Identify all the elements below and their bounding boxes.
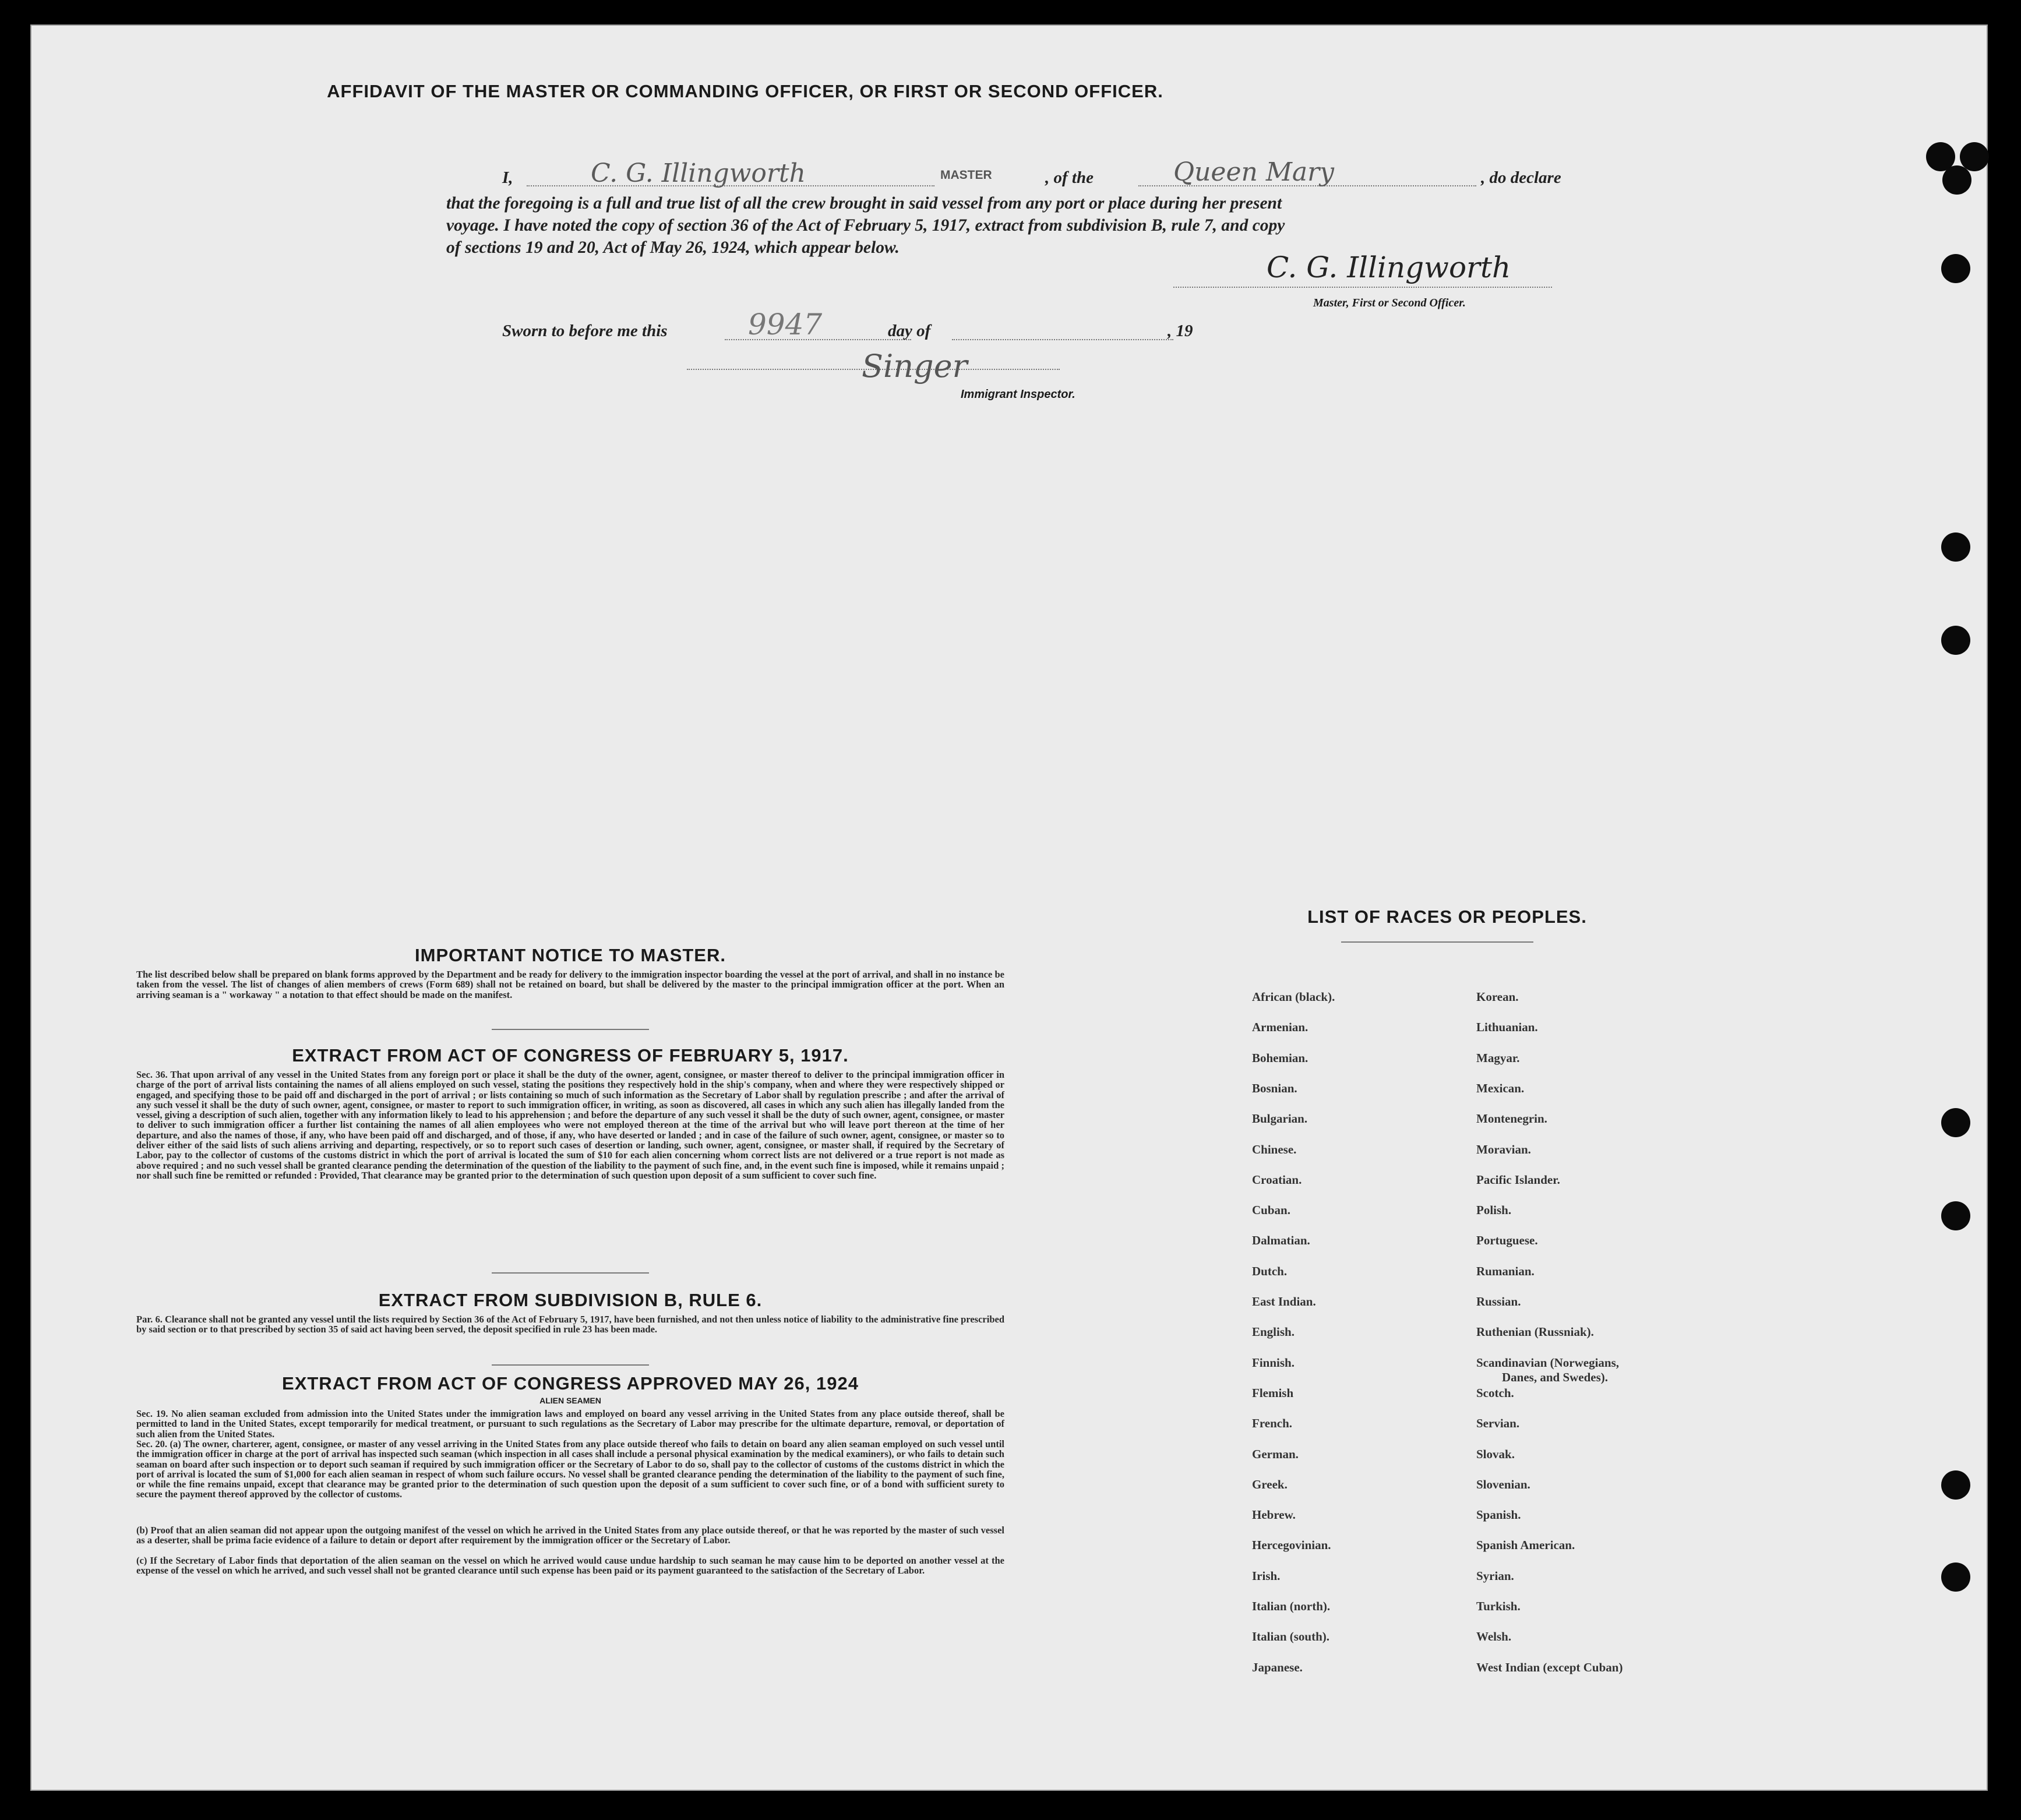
race-item: West Indian (except Cuban): [1476, 1660, 1623, 1674]
race-item: Lithuanian.: [1476, 1020, 1538, 1035]
races-title: LIST OF RACES OR PEOPLES.: [1307, 907, 1587, 927]
day-of-label: day of: [888, 322, 931, 340]
vessel-name-handwritten: Queen Mary: [1173, 157, 1334, 187]
race-item: Montenegrin.: [1476, 1112, 1547, 1126]
month-field: [952, 319, 1173, 340]
race-item: Rumanian.: [1476, 1264, 1535, 1278]
race-item: Italian (north).: [1252, 1599, 1331, 1613]
race-item: Pacific Islander.: [1476, 1172, 1560, 1187]
of-the-label: , of the: [1045, 168, 1094, 187]
affidavit-line-3: voyage. I have noted the copy of section 36 of the Act of February 5, 1917, extract from subdivision B, rule 7, and copy: [446, 216, 1285, 235]
race-item: Greek.: [1252, 1477, 1288, 1491]
punch-hole: [1941, 532, 1970, 562]
race-item: Chinese.: [1252, 1142, 1297, 1156]
race-item: Portuguese.: [1476, 1233, 1538, 1248]
race-item: Bohemian.: [1252, 1050, 1308, 1065]
punch-hole: [1942, 165, 1971, 195]
race-item: English.: [1252, 1325, 1295, 1339]
race-item: Magyar.: [1476, 1050, 1520, 1065]
race-item: Turkish.: [1476, 1599, 1521, 1613]
inspector-signature: Singer: [862, 348, 968, 385]
divider: [492, 1364, 649, 1366]
race-item-continuation: Danes, and Swedes).: [1502, 1370, 1609, 1384]
signer-caption: Master, First or Second Officer.: [1313, 297, 1466, 309]
race-item: Dutch.: [1252, 1264, 1288, 1278]
race-item: Finnish.: [1252, 1355, 1295, 1370]
i-label: I,: [502, 168, 513, 187]
race-item: Servian.: [1476, 1416, 1520, 1431]
race-item: East Indian.: [1252, 1295, 1316, 1308]
race-item: African (black).: [1252, 990, 1335, 1004]
punch-hole: [1941, 626, 1970, 655]
extract-rule6-body: Par. 6. Clearance shall not be granted any vessel until the lists required by Section 36 of the Act of February 5, 1917, have been furnished, and not then unless notice of liability to the administrative fine prescribed by said section or to that prescribed by section 35 of said act having been served, the deposit specified in rule 23 has been made.: [136, 1314, 1004, 1335]
race-item: Polish.: [1476, 1203, 1512, 1218]
extract-1924-title: EXTRACT FROM ACT OF CONGRESS APPROVED MAY 26, 1924: [282, 1373, 859, 1394]
race-item: Flemish: [1252, 1385, 1294, 1400]
affidavit-line-2: that the foregoing is a full and true list of all the crew brought in said vessel from any port or place during her present: [446, 194, 1282, 213]
punch-hole: [1941, 254, 1970, 283]
race-item: Scotch.: [1476, 1385, 1514, 1400]
sec-19-text: Sec. 19. No alien seaman excluded from admission into the United States under the immigration laws and employed on board any vessel arriving in the United States from any place outside thereof, shall be permitted to land in the United States, except temporarily for medical treatment, or pursuant to such regulations as the Secretary of Labor may prescribe for the ultimate departure, removal, or deportation of such alien from the United States.: [136, 1408, 1004, 1440]
race-item: Syrian.: [1476, 1568, 1514, 1583]
extract-1917-body: Sec. 36. That upon arrival of any vessel in the United States from any foreign port or place it shall be the duty of the owner, agent, consignee, or master thereof to deliver to the principal immigration officer in charge of the port of arrival lists containing the names of all aliens employed on such vessel, stating the positions they respectively hold in the ship's company, when and where they were respectively shipped or engaged, and specifying those to be paid off and discharged in the port of arrival ; or lists containing so much of such information as the Secretary of Labor shall by regulation prescribe ; and after the arrival of any such vessel it shall be the duty of such owner, agent, consignee, or master to report to such immigration officer, in writing, as soon as discovered, all cases in which any such alien has illegally landed from the vessel, giving a description of such alien, together with any information likely to lead to his apprehension ; and before the departure of any such vessel it shall be the duty of such owner, agent, consignee, or master to deliver to such immigration officer a further list containing the names of all alien employees who were not employed thereon at the time of the arrival but who will leave port thereon at the time of her departure, and also the names of those, if any, who have been paid off and discharged, and of those, if any, who have deserted or landed ; and in case of the failure of such owner, agent, consignee, or master so to deliver either of the said lists of such aliens arriving and departing, respectively, or so to report such cases of desertion or landing, such owner, agent, consignee, or master shall, if required by the Secretary of Labor, pay to the collector of customs of the customs district in which the port of arrival is located the sum of $10 for each alien concerning whom correct lists are not delivered or a true report is not made as above required ; and no such vessel shall be granted clearance pending the determination of the question of the liability to the payment of such fine, and, in the event such fine is imposed, while it remains unpaid ; nor shall such fine be remitted or refunded : Provided, That clearance may be granted prior to the determination of such question upon deposit of a sum sufficient to cover such fine.: [136, 1069, 1004, 1181]
race-item: Ruthenian (Russniak).: [1476, 1325, 1594, 1339]
race-item: Armenian.: [1252, 1020, 1308, 1035]
divider: [492, 1029, 649, 1030]
notice-title: IMPORTANT NOTICE TO MASTER.: [415, 945, 726, 965]
affidavit-title: AFFIDAVIT OF THE MASTER OR COMMANDING OFFICER, OR FIRST OR SECOND OFFICER.: [327, 81, 1163, 101]
race-item: Korean.: [1476, 990, 1519, 1004]
master-name-handwritten: C. G. Illingworth: [591, 158, 806, 188]
race-item: Hebrew.: [1252, 1508, 1296, 1522]
divider: [492, 1272, 649, 1274]
race-item: German.: [1252, 1447, 1299, 1461]
race-item: Japanese.: [1252, 1660, 1303, 1674]
race-item: Croatian.: [1252, 1172, 1302, 1187]
race-item: Russian.: [1476, 1295, 1521, 1308]
race-item: Mexican.: [1476, 1081, 1525, 1095]
do-declare-label: , do declare: [1481, 168, 1561, 187]
punch-hole: [1941, 1562, 1970, 1592]
year-label: , 19: [1168, 322, 1193, 340]
affidavit-line-4: of sections 19 and 20, Act of May 26, 1924, which appear below.: [446, 238, 900, 257]
punch-hole: [1941, 1201, 1970, 1230]
punch-hole: [1941, 1470, 1970, 1500]
inspector-caption: Immigrant Inspector.: [961, 388, 1075, 401]
signature-line: [1173, 251, 1552, 288]
manifest-page: [30, 24, 1988, 1791]
divider: [1341, 941, 1533, 943]
race-item: Slovak.: [1476, 1447, 1515, 1461]
race-item: Moravian.: [1476, 1142, 1531, 1156]
extract-1917-title: EXTRACT FROM ACT OF CONGRESS OF FEBRUARY 5, 1917.: [292, 1045, 849, 1066]
sec-20c-text: (c) If the Secretary of Labor finds that deportation of the alien seaman on the vessel on which he arrived would cause undue hardship to such seaman he may cause him to be deported on another vessel at the expense of the vessel on which he arrived, and such vessel shall not be granted clearance until such expense has been paid or its payment guaranteed to the satisfaction of the Secretary of Labor.: [136, 1555, 1004, 1576]
notice-body: The list described below shall be prepared on blank forms approved by the Department and be ready for delivery to the immigration inspector boarding the vessel at the port of arrival, and shall in no instance be taken from the vessel. The list of changes of alien members of crews (Form 689) shall not be retained on board, but shall be delivered by the master to the principal immigration officer at the port. When an arriving seaman is a " workaway " a notation to that effect should be made on the manifest.: [136, 969, 1004, 1000]
inspector-signature-line: [687, 348, 1060, 385]
race-item: Dalmatian.: [1252, 1233, 1310, 1248]
race-item: Scandinavian (Norwegians, Danes, and Swedes).: [1476, 1355, 1620, 1384]
race-item: French.: [1252, 1416, 1293, 1431]
race-item: Italian (south).: [1252, 1629, 1330, 1644]
race-item: Welsh.: [1476, 1629, 1512, 1644]
master-signature: C. G. Illingworth: [1267, 251, 1511, 284]
extract-1924-subtitle: ALIEN SEAMEN: [539, 1396, 601, 1405]
race-item: Slovenian.: [1476, 1477, 1530, 1491]
race-item: Hercegovinian.: [1252, 1538, 1331, 1553]
rank-stamp: MASTER: [940, 168, 992, 182]
race-item: Bulgarian.: [1252, 1112, 1308, 1126]
sworn-day-field: [725, 308, 911, 341]
race-item: Irish.: [1252, 1568, 1281, 1583]
extract-rule6-title: EXTRACT FROM SUBDIVISION B, RULE 6.: [378, 1290, 763, 1310]
race-item: Bosnian.: [1252, 1081, 1297, 1095]
sworn-label: Sworn to before me this: [502, 322, 668, 340]
sec-20a-text: Sec. 20. (a) The owner, charterer, agent, consignee, or master of any vessel arriving in the United States from any place outside thereof who fails to detain on board any alien seaman employed on such vessel until the immigration officer in charge at the port of arrival has inspected such seaman (which inspection in all cases shall include a personal physical examination by the medical examiners), or who fails to detain such seaman on board after such inspection or to deport such seaman if required by such immigration officer or the Secretary of Labor to do so, shall pay to the collector of customs of the customs district in which the port of arrival is located the sum of $1,000 for each alien seaman in respect of whom such failure occurs. No vessel shall be granted clearance pending the determination of the liability to the payment of such fine, or while the fine remains unpaid, except that clearance may be granted prior to the determination of such question upon the deposit of a sum sufficient to cover such fine, or of a bond with sufficient surety to secure the payment thereof approved by the collector of customs.: [136, 1438, 1004, 1500]
sec-20b-text: (b) Proof that an alien seaman did not appear upon the outgoing manifest of the vessel on which he arrived in the United States from any place outside thereof, or that he was reported by the master of such vessel as a deserter, shall be prima facie evidence of a failure to detain or deport after requirement by the immigration officer or the Secretary of Labor.: [136, 1525, 1004, 1546]
master-name-field: [527, 158, 934, 188]
punch-hole: [1941, 1108, 1970, 1137]
race-item: Cuban.: [1252, 1203, 1290, 1218]
race-item: Spanish.: [1476, 1508, 1521, 1522]
sworn-day-handwritten: 9947: [748, 308, 823, 341]
vessel-name-field: [1138, 157, 1476, 187]
race-item: Spanish American.: [1476, 1538, 1575, 1553]
